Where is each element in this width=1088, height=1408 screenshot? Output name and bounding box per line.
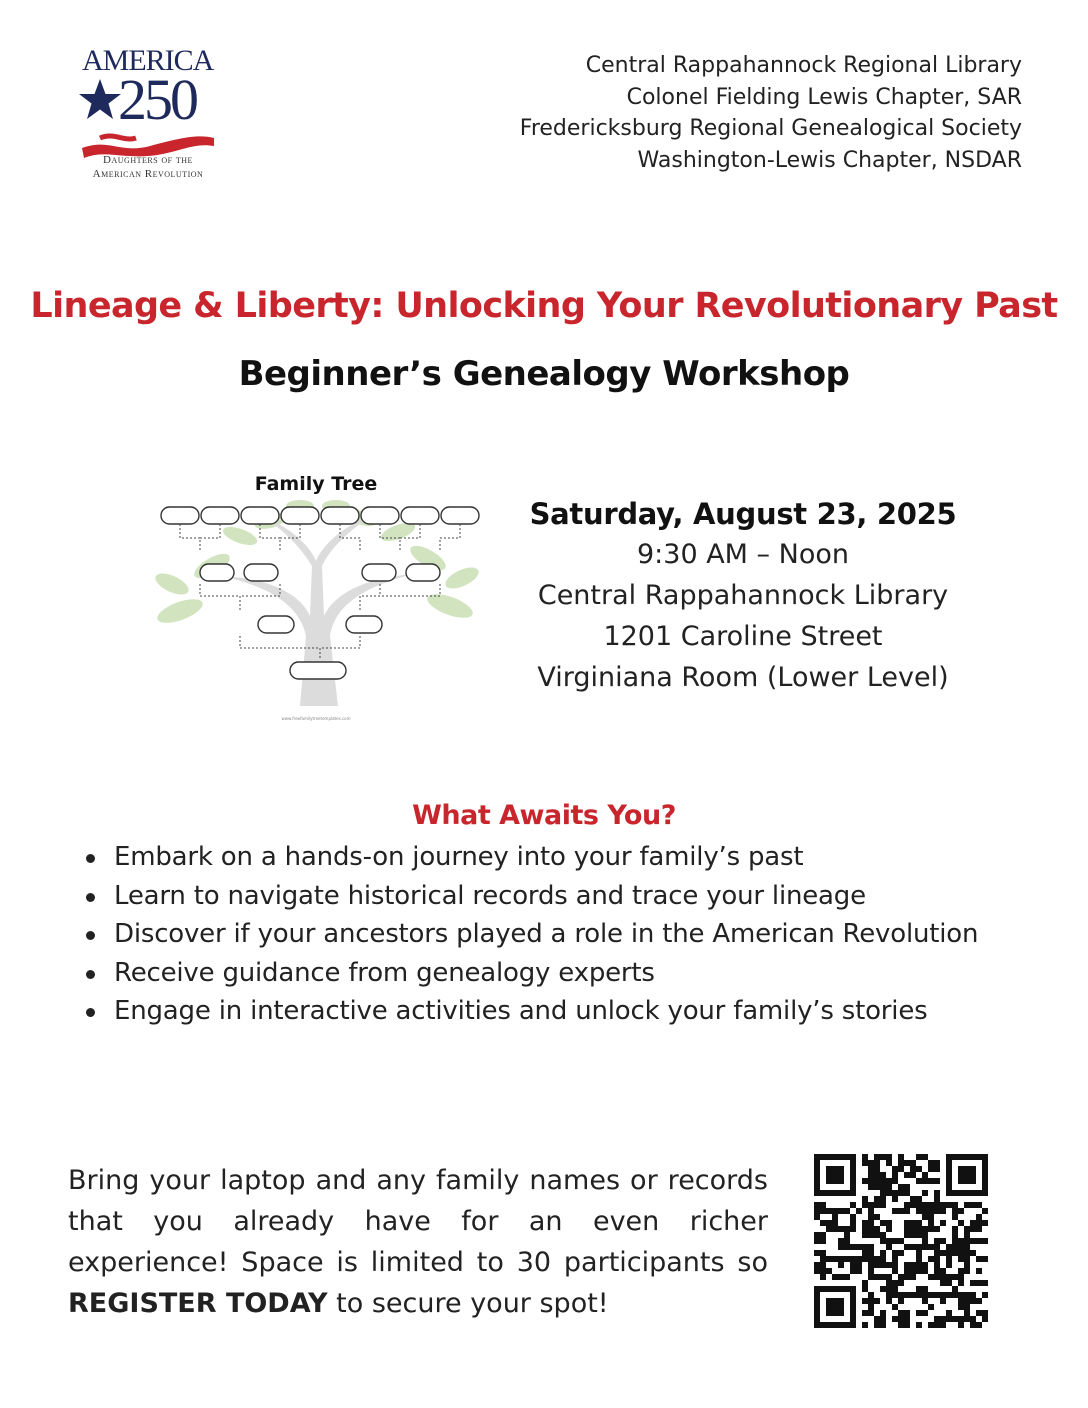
logo-sub-line2: American Revolution [92,168,204,180]
list-item [84,877,978,916]
event-title: Lineage & Liberty: Unlocking Your Revolutionary Past [30,286,1058,326]
register-callout: REGISTER TODAY [68,1288,328,1319]
bullet-icon [86,893,95,902]
event-room: Virginiana Room (Lower Level) [537,662,949,693]
star-icon [78,78,122,122]
bullet-icon [86,970,95,979]
closing-text: Bring your laptop and any family names or records that you already have for an even richer experience! Space is limited to 30 participants so [68,1165,768,1278]
bullet-icon [86,1008,95,1017]
bullet-icon [86,931,95,940]
logo-wordmark: AMERICA [82,44,214,77]
bullet-icon [86,854,95,863]
america250-dar-logo [78,44,218,184]
awaits-list [84,838,978,1031]
list-item [84,992,978,1031]
event-details [510,494,976,698]
closing-text-end: to secure your spot! [327,1288,609,1319]
event-time: 9:30 AM – Noon [637,539,849,570]
sponsor-line: Central Rappahannock Regional Library [585,53,1022,78]
sponsor-line: Washington-Lewis Chapter, NSDAR [637,147,1022,173]
sponsor-list [520,50,1022,176]
logo-sub-line1: Daughters of the [103,154,193,166]
tree-credit: www.freefamilytreetemplates.com [281,716,351,721]
list-item [84,954,978,993]
event-subtitle: Beginner’s Genealogy Workshop [238,354,850,394]
sponsor-line: Fredericksburg Regional Genealogical Society [519,116,1022,141]
list-item [84,838,978,877]
event-venue: Central Rappahannock Library [537,580,949,611]
sponsor-line: Colonel Fielding Lewis Chapter, SAR [626,84,1022,110]
event-date: Saturday, August 23, 2025 [529,497,957,531]
list-item-text: Receive guidance from genealogy experts [114,957,655,988]
list-item-text: Discover if your ancestors played a role in the American Revolution [114,919,979,950]
awaits-heading: What Awaits You? [412,800,676,831]
list-item-text: Engage in interactive activities and unlock your family’s stories [114,996,928,1027]
family-tree-illustration [150,466,490,726]
family-tree-caption: Family Tree [254,473,378,495]
logo-number: 250 [118,67,196,132]
list-item-text: Learn to navigate historical records and trace your lineage [114,880,866,911]
list-item [84,915,978,954]
event-street: 1201 Caroline Street [603,621,883,652]
list-item-text: Embark on a hands-on journey into your family’s past [114,842,804,872]
closing-paragraph [68,1160,768,1324]
qr-code-icon[interactable] [814,1154,988,1328]
